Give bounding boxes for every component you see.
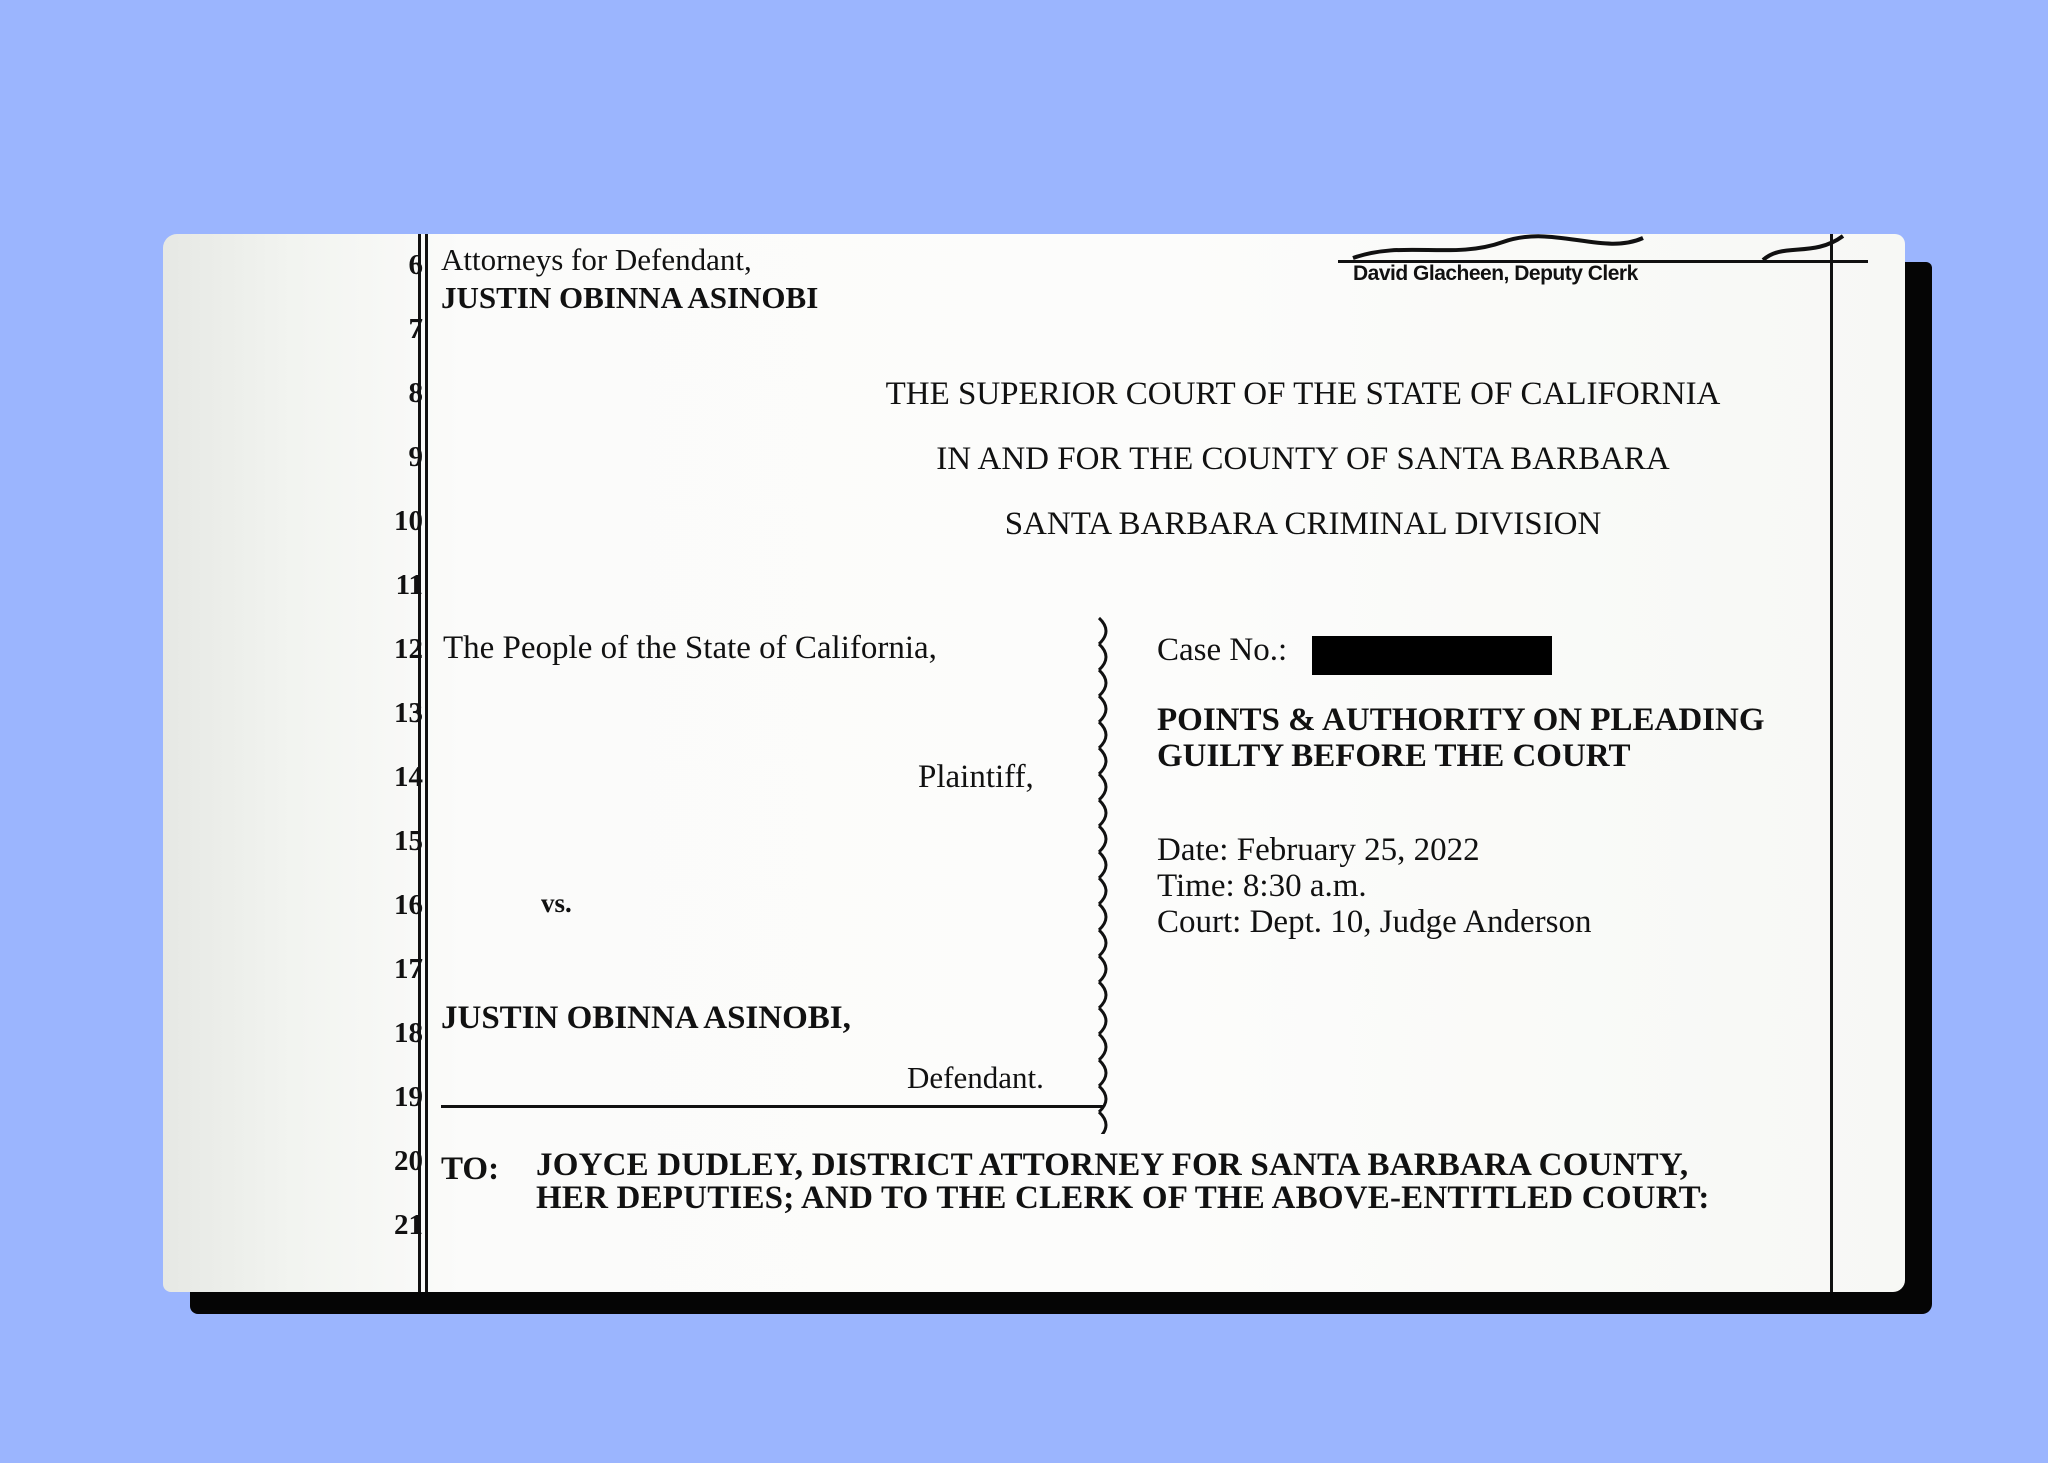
line-number: 14: [394, 761, 423, 793]
line-number: 16: [394, 889, 423, 921]
plaintiff-name: The People of the State of California,: [443, 630, 937, 666]
court-heading-line2: IN AND FOR THE COUNTY OF SANTA BARBARA: [936, 441, 1670, 477]
redacted-case-number: [1312, 636, 1552, 675]
hearing-court: Court: Dept. 10, Judge Anderson: [1157, 904, 1592, 940]
court-heading-line3: SANTA BARBARA CRIMINAL DIVISION: [1004, 506, 1602, 542]
margin-rule-left-double: [425, 234, 428, 1292]
hearing-time: Time: 8:30 a.m.: [1157, 868, 1367, 904]
pleading-title-line1: POINTS & AUTHORITY ON PLEADING: [1157, 702, 1765, 738]
document-page: [163, 234, 1905, 1292]
to-label: TO:: [441, 1151, 500, 1187]
addressee-line2: HER DEPUTIES; AND TO THE CLERK OF THE ABOVE-ENTITLED COURT:: [536, 1180, 1710, 1216]
defendant-role: Defendant.: [907, 1060, 1044, 1095]
plaintiff-role: Plaintiff,: [918, 759, 1034, 795]
versus: vs.: [541, 888, 572, 918]
line-number: 6: [408, 249, 423, 281]
line-number: 7: [408, 313, 423, 345]
addressee-line1: JOYCE DUDLEY, DISTRICT ATTORNEY FOR SANTA BARBARA COUNTY,: [536, 1147, 1689, 1183]
line-number: 19: [394, 1081, 423, 1113]
hearing-date: Date: February 25, 2022: [1157, 832, 1480, 868]
signature-scribble: [1343, 234, 1863, 264]
caption-rule: [441, 1105, 1103, 1108]
defendant-header: JUSTIN OBINNA ASINOBI: [441, 280, 819, 315]
line-number: 13: [394, 697, 423, 729]
clerk-stamp: David Glacheen, Deputy Clerk: [1353, 262, 1638, 285]
court-heading-line1: THE SUPERIOR COURT OF THE STATE OF CALIFORNIA: [885, 376, 1721, 412]
line-number: 9: [408, 441, 423, 473]
line-number: 12: [394, 633, 423, 665]
pleading-title-line2: GUILTY BEFORE THE COURT: [1157, 738, 1631, 774]
line-number: 21: [394, 1209, 423, 1241]
line-number: 11: [395, 569, 423, 601]
attorneys-for-label: Attorneys for Defendant,: [441, 242, 752, 277]
line-number: 8: [408, 377, 423, 409]
line-number: 18: [394, 1017, 423, 1049]
line-number: 10: [394, 505, 423, 537]
caption-bracket: [1091, 614, 1121, 1134]
defendant-name: JUSTIN OBINNA ASINOBI,: [441, 1000, 851, 1036]
line-number: 20: [394, 1145, 423, 1177]
line-number: 17: [394, 953, 423, 985]
case-no-label: Case No.:: [1157, 632, 1288, 668]
line-number: 15: [394, 825, 423, 857]
